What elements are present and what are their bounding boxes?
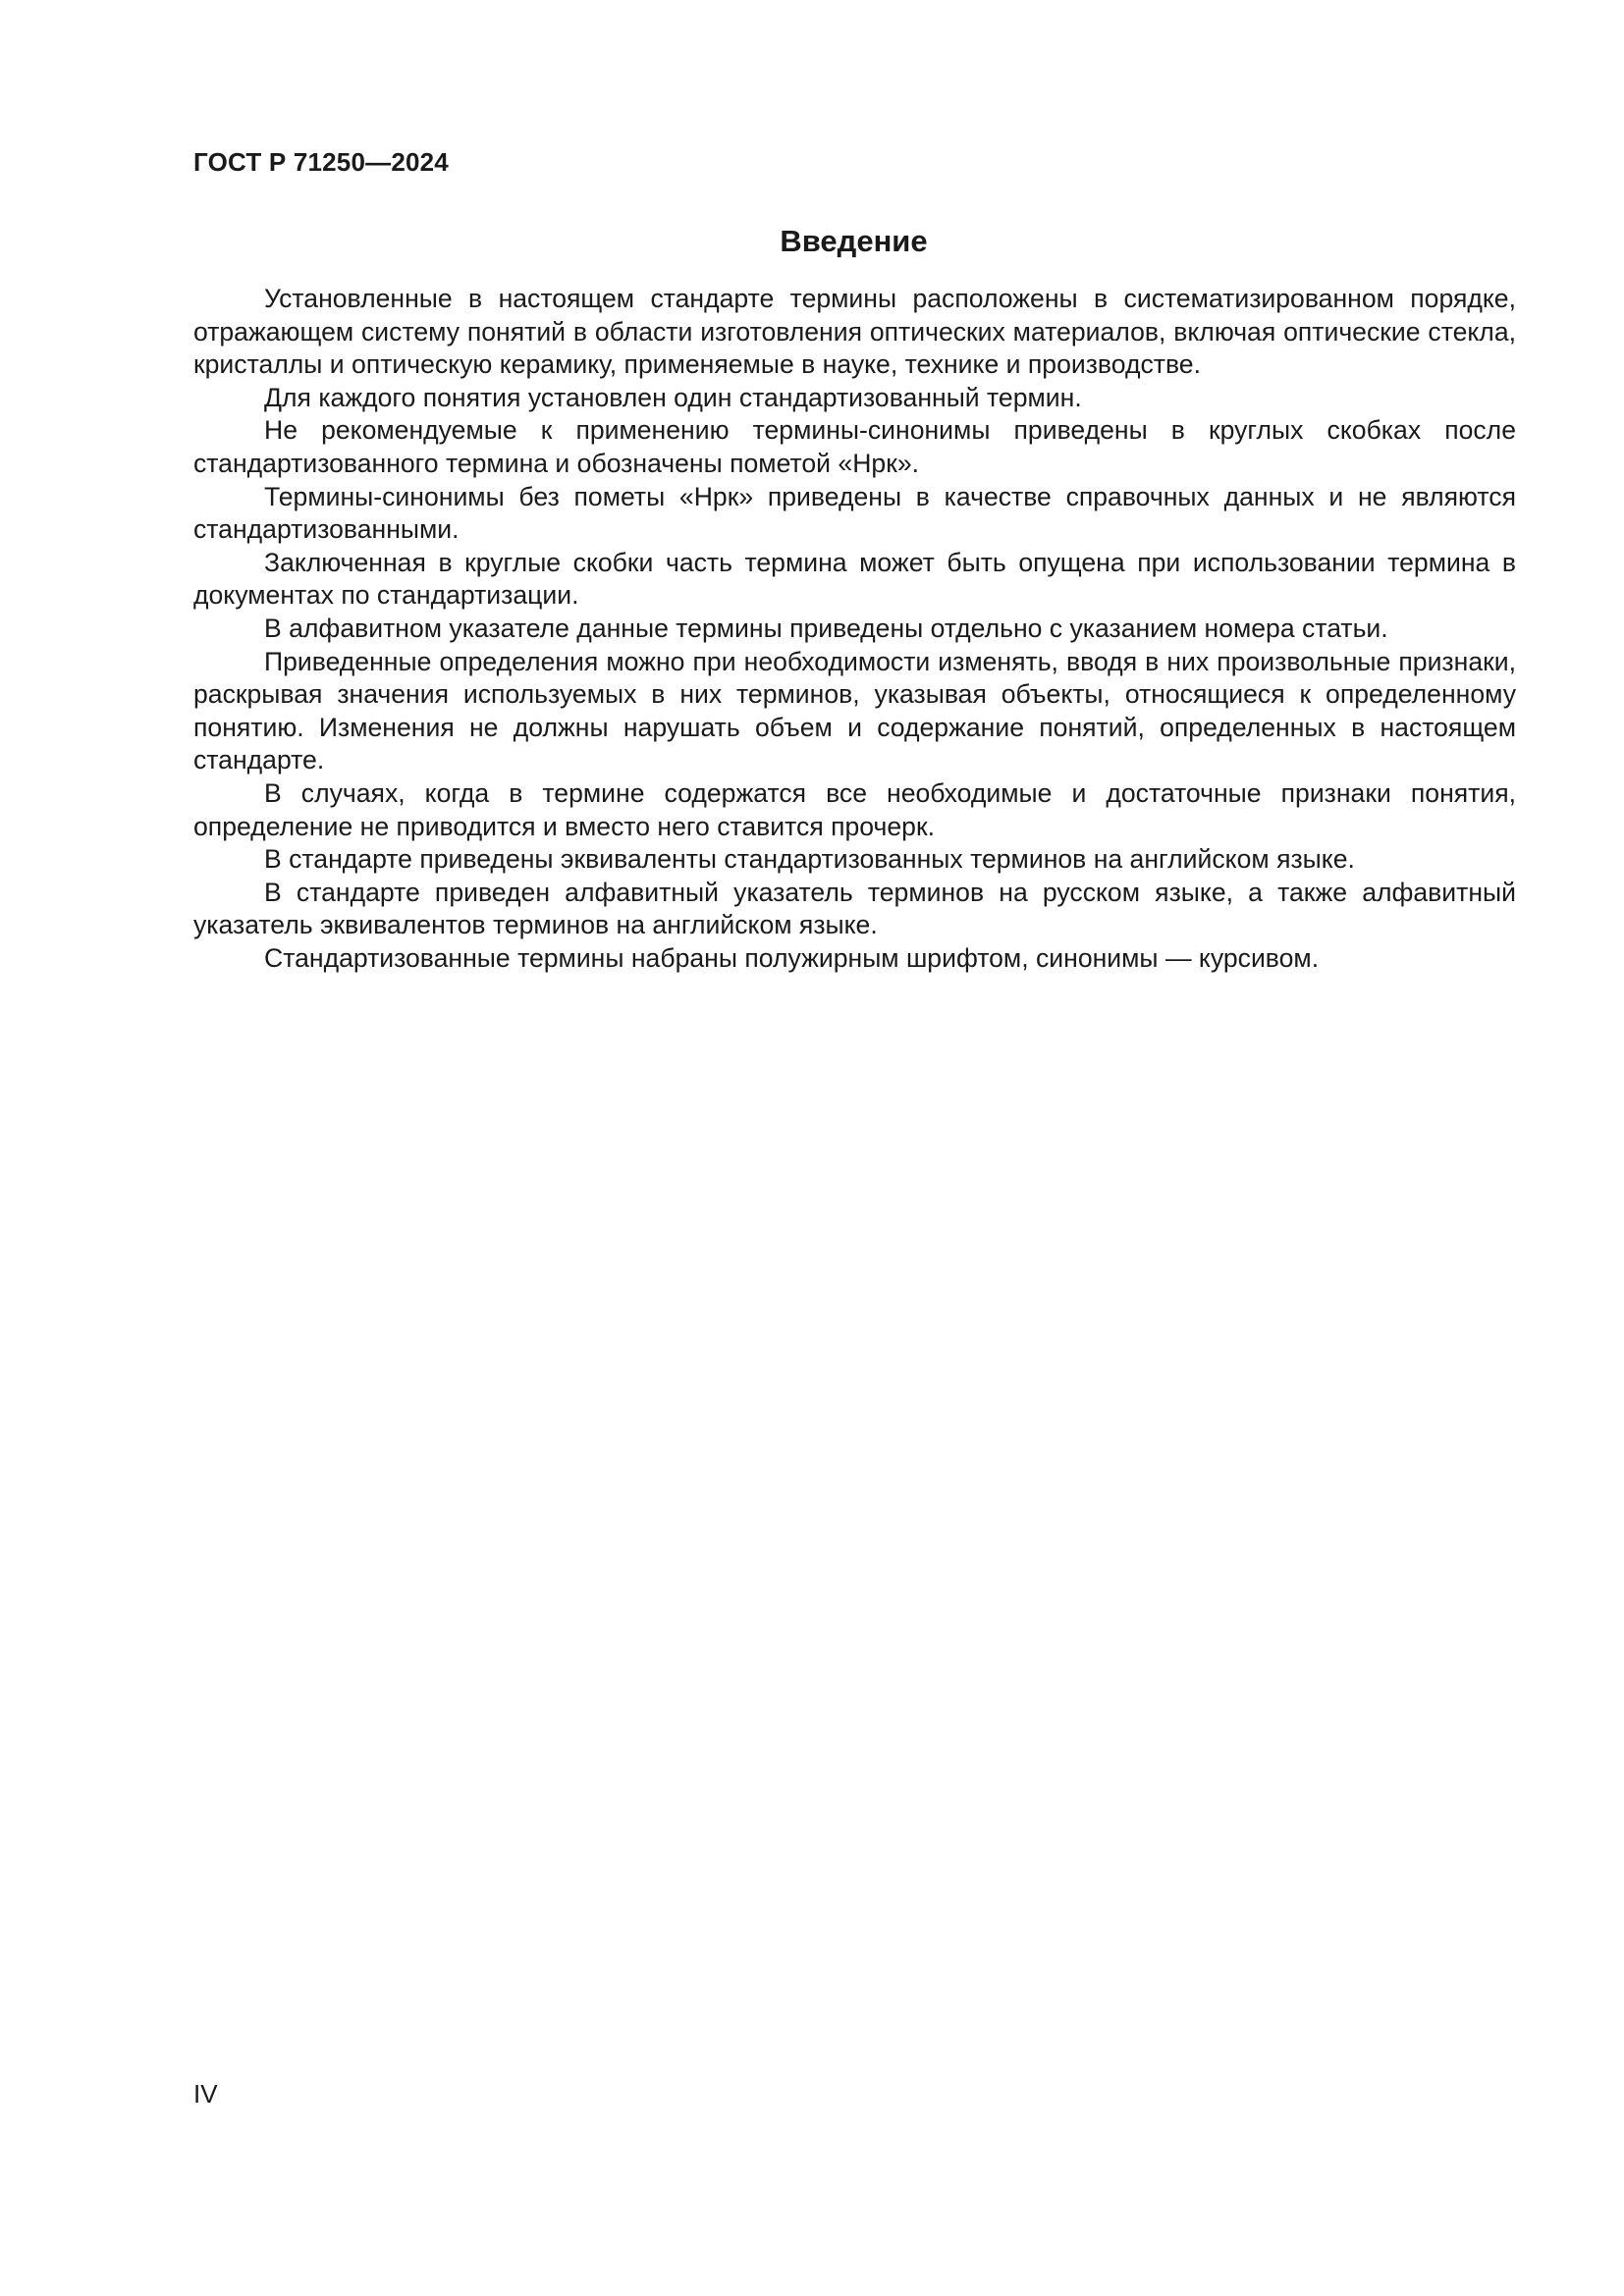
paragraph: Приведенные определения можно при необходимости изменять, вводя в них произвольные признаки, раскрывая значения используемых в них терминов, указывая объекты, относящиеся к определенному понятию. Изменения не должны нарушать объем и содержание понятий, определенных в настоящем стандарте. — [193, 646, 1516, 775]
paragraph: В стандарте приведен алфавитный указатель терминов на русском языке, а также алфавитный указатель эквивалентов терминов на английском языке. — [193, 877, 1516, 940]
page-number: IV — [193, 2079, 218, 2109]
body-text — [193, 283, 1516, 975]
paragraph: В алфавитном указателе данные термины приведены отдельно с указанием номера статьи. — [264, 613, 1388, 643]
paragraph: В случаях, когда в термине содержатся все необходимые и достаточные признаки понятия, определение не приводится и вместо него ставится прочерк. — [193, 777, 1516, 841]
paragraph: Установленные в настоящем стандарте термины расположены в систематизированном порядке, отражающем систему понятий в области изготовления оптических материалов, включая оптические стекла, кристаллы и оптическую керамику, применяемые в науке, технике и производстве. — [193, 284, 1516, 380]
paragraph: Стандартизованные термины набраны полужирным шрифтом, синонимы — курсивом. — [264, 942, 1320, 973]
paragraph: Не рекомендуемые к применению термины-синонимы приведены в круглых скобках после стандартизованного термина и обозначены пометой «Нрк». — [193, 415, 1516, 478]
document-code: ГОСТ Р 71250—2024 — [193, 147, 449, 177]
section-title: Введение — [780, 224, 928, 258]
paragraph: В стандарте приведены эквиваленты стандартизованных терминов на английском языке. — [264, 844, 1355, 875]
paragraph: Заключенная в круглые скобки часть термина может быть опущена при использовании термина в документах по стандартизации. — [193, 547, 1516, 611]
paragraph: Термины-синонимы без пометы «Нрк» приведены в качестве справочных данных и не являются стандартизованными. — [193, 481, 1516, 545]
paragraph: Для каждого понятия установлен один стандартизованный термин. — [264, 382, 1082, 412]
